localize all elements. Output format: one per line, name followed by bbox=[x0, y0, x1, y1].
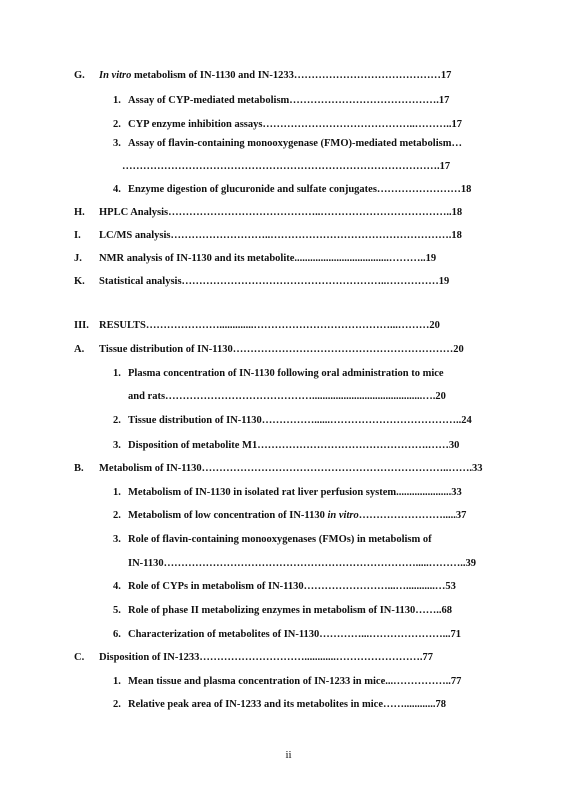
toc-entry-label: A. bbox=[74, 344, 85, 355]
toc-entry-label: 4. bbox=[113, 581, 121, 592]
toc-entry-italic: in vitro bbox=[327, 510, 359, 521]
toc-entry-text: Metabolism of low concentration of IN-1130 bbox=[128, 510, 328, 521]
toc-entry-text: HPLC Analysis……………………………………..………………………………..18 bbox=[99, 207, 463, 218]
toc-entry[interactable] bbox=[128, 118, 497, 131]
toc-entry-label: III. bbox=[74, 320, 89, 331]
toc-entry-text: Characterization of metabolites of IN-1130…………...…………………...71 bbox=[128, 629, 462, 640]
toc-entry-text: Role of flavin-containing monooxygenases (FMOs) in metabolism of bbox=[128, 534, 432, 545]
toc-entry-text: Assay of CYP-mediated metabolism…………………………………….17 bbox=[128, 95, 450, 106]
toc-entry-label: 3. bbox=[113, 534, 121, 545]
toc-entry-label: 4. bbox=[113, 184, 121, 195]
toc-entry-text: LC/MS analysis………………………..…………………………………………….18 bbox=[99, 230, 462, 241]
toc-entry[interactable] bbox=[128, 675, 497, 688]
toc-entry-text: RESULTS………………….............…………………………………...………20 bbox=[99, 320, 440, 331]
toc-entry-label: G. bbox=[74, 70, 85, 81]
toc-entry[interactable] bbox=[99, 206, 497, 219]
toc-entry-text: Role of phase II metabolizing enzymes in metabolism of IN-1130……..68 bbox=[128, 605, 453, 616]
toc-entry-text: metabolism of IN-1130 and IN-1233……………………………………17 bbox=[131, 70, 452, 81]
toc-entry-text: Metabolism of IN-1130……………………………………………………………..…….33 bbox=[99, 463, 483, 474]
toc-entry-label: I. bbox=[74, 230, 81, 241]
toc-entry-text: Relative peak area of IN-1233 and its metabolites in mice……............78 bbox=[128, 699, 446, 710]
toc-entry-text: Enzyme digestion of glucuronide and sulfate conjugates……………………18 bbox=[128, 184, 472, 195]
toc-entry-text: Disposition of IN-1233…………………………............…………………….77 bbox=[99, 652, 433, 663]
toc-entry[interactable] bbox=[99, 343, 497, 356]
toc-entry-text: Mean tissue and plasma concentration of IN-1233 in mice...……………..77 bbox=[128, 676, 462, 687]
toc-entry[interactable] bbox=[122, 160, 497, 173]
toc-entry-label: 3. bbox=[113, 138, 121, 149]
toc-entry-text: Disposition of metabolite M1………………………………………….……30 bbox=[128, 440, 460, 451]
toc-entry-text: Plasma concentration of IN-1130 following oral administration to mice bbox=[128, 368, 444, 379]
toc-entry[interactable] bbox=[128, 367, 497, 380]
toc-entry-label: J. bbox=[74, 253, 82, 264]
toc-entry-label: 2. bbox=[113, 510, 121, 521]
toc-entry[interactable] bbox=[99, 651, 497, 664]
toc-entry[interactable] bbox=[128, 486, 497, 499]
toc-entry-label: K. bbox=[74, 276, 85, 287]
toc-entry-label: 1. bbox=[113, 487, 121, 498]
toc-entry-label: 1. bbox=[113, 368, 121, 379]
toc-entry-text: Tissue distribution of IN-1130……………......………………………………..24 bbox=[128, 415, 472, 426]
toc-entry-label: 6. bbox=[113, 629, 121, 640]
toc-entry[interactable] bbox=[128, 698, 497, 711]
toc-entry[interactable] bbox=[128, 580, 497, 593]
toc-entry[interactable] bbox=[128, 439, 497, 452]
toc-entry[interactable] bbox=[128, 604, 497, 617]
toc-entry[interactable] bbox=[99, 275, 497, 288]
toc-entry-text: NMR analysis of IN-1130 and its metabolite....................................………..19 bbox=[99, 253, 437, 264]
toc-entry-text: …………………….....37 bbox=[358, 510, 467, 521]
toc-entry-label: 3. bbox=[113, 440, 121, 451]
toc-entry[interactable] bbox=[99, 462, 497, 475]
toc-entry-label: 1. bbox=[113, 95, 121, 106]
page-number: ii bbox=[285, 749, 292, 761]
toc-entry-text: ……………………………………………………………………………….17 bbox=[122, 161, 451, 172]
toc-entry[interactable] bbox=[99, 252, 497, 265]
toc-entry-label: 2. bbox=[113, 119, 121, 130]
toc-entry-text: Tissue distribution of IN-1130………………………………………………………20 bbox=[99, 344, 464, 355]
toc-entry[interactable] bbox=[128, 94, 497, 107]
toc-entry-text: Role of CYPs in metabolism of IN-1130……………………...…...........…53 bbox=[128, 581, 456, 592]
toc-entry[interactable] bbox=[128, 533, 497, 546]
toc-entry-text: and rats……………………………………..........................................….20 bbox=[128, 391, 446, 402]
toc-entry-text: Statistical analysis…………………………………………………..……………19 bbox=[99, 276, 450, 287]
toc-entry-label: C. bbox=[74, 652, 85, 663]
toc-entry[interactable] bbox=[128, 390, 497, 403]
toc-entry-label: 1. bbox=[113, 676, 121, 687]
toc-entry[interactable] bbox=[128, 628, 497, 641]
toc-entry[interactable] bbox=[128, 183, 497, 196]
toc-entry-text: IN-1130……………………………………………………………….....………..39 bbox=[128, 558, 476, 569]
toc-entry[interactable] bbox=[99, 229, 497, 242]
toc-entry[interactable] bbox=[99, 69, 497, 82]
toc-entry[interactable] bbox=[128, 509, 497, 522]
toc-entry-label: 2. bbox=[113, 699, 121, 710]
toc-entry-text: Assay of flavin-containing monooxygenase (FMO)-mediated metabolism… bbox=[128, 138, 462, 149]
toc-entry-text: Metabolism of IN-1130 in isolated rat liver perfusion system.....................33 bbox=[128, 487, 462, 498]
toc-entry[interactable] bbox=[128, 557, 497, 570]
toc-entry-text: CYP enzyme inhibition assays……………………………………..………..17 bbox=[128, 119, 462, 130]
toc-entry-label: B. bbox=[74, 463, 84, 474]
toc-entry-label: 2. bbox=[113, 415, 121, 426]
toc-entry-italic: In vitro bbox=[99, 70, 132, 81]
toc-entry-label: 5. bbox=[113, 605, 121, 616]
toc-entry-label: H. bbox=[74, 207, 85, 218]
toc-entry[interactable] bbox=[128, 137, 497, 150]
toc-entry[interactable] bbox=[128, 414, 497, 427]
toc-entry[interactable] bbox=[99, 319, 497, 332]
